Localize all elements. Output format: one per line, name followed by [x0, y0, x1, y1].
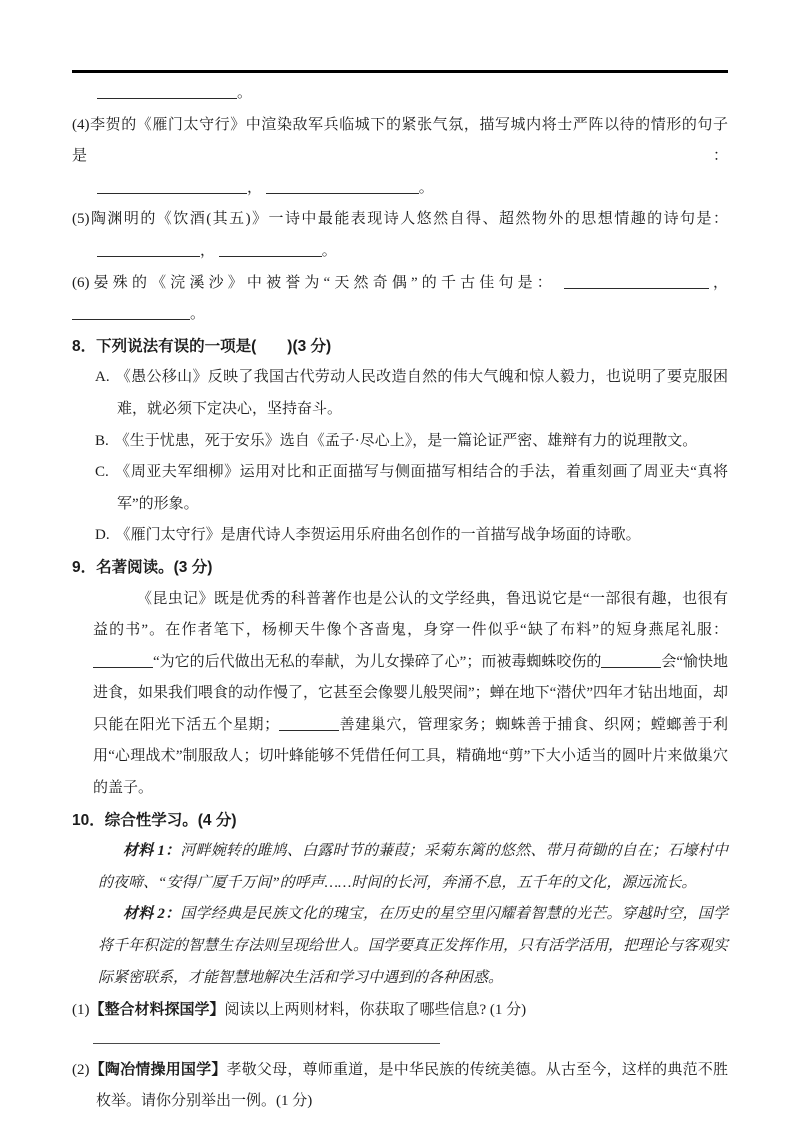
option-a-label: A.: [95, 369, 110, 386]
option-d-label: D.: [95, 527, 110, 544]
answer-blank: [564, 274, 709, 289]
option-b-label: B.: [95, 432, 109, 449]
material-2-text: 国学经典是民族文化的瑰宝，在历史的星空里闪耀着智慧的光芒。穿越时空，国学将千年积淀的智慧生存法则呈现给世人。国学要真正发挥作用，只有活学活用，把理论与客观实际紧密联系，才能智慧地解决生活和学习中遇到的各种困惑。: [98, 906, 729, 986]
answer-blank: [601, 653, 661, 668]
option-d-text: 《雁门太守行》是唐代诗人李贺运用乐府曲名创作的一首描写战争场面的诗歌。: [115, 527, 641, 544]
top-divider: [72, 70, 728, 73]
period-mark: 。: [237, 85, 253, 101]
material-1-text: 河畔婉转的雎鸠、白露时节的蒹葭；采菊东篱的悠然、带月荷锄的自在；石壕村中的夜啼、“安得广厦千万间”的呼声……时间的长河，奔涌不息，五千年的文化，源远流长。: [98, 843, 728, 891]
comma-mark: ，: [247, 179, 263, 196]
answer-line: [93, 1043, 440, 1044]
answer-blank: [97, 242, 200, 257]
answer-blank: [72, 305, 190, 320]
material-2-label: 材料 2：: [123, 906, 181, 923]
q9-segment-3: 会“愉快地进食，如果我们喂食的动作慢了，它甚至会像婴儿般哭闹”；蝉在地下“潜伏”四年才钻出地面，却只能在阳光下活五个星期；: [93, 653, 728, 733]
material-2-paragraph: [98, 899, 728, 994]
period-mark: 。: [418, 179, 434, 196]
answer-blank: [97, 84, 237, 99]
period-mark: 。: [190, 306, 206, 323]
answer-blank: [93, 653, 153, 668]
question-8-option-b: [95, 426, 728, 458]
exam-content: [72, 78, 728, 1122]
sub2-number: (2): [72, 1061, 90, 1078]
q9-segment-4: 善建巢穴，管理家务；蜘蛛善于捕食、织网；螳螂善于利用“心理战术”制服敌人；切叶蜂能够不凭借任何工具，精确地“剪”下大小适当的圆叶片来做巢穴的盖子。: [93, 716, 728, 797]
material-1-paragraph: [98, 836, 728, 899]
answer-blank: [279, 716, 339, 731]
sub1-number: (1): [72, 1002, 90, 1019]
answer-blank: [266, 179, 419, 194]
q9-segment-2: “为它的后代做出无私的奉献，为儿女操碎了心”；而被毒蜘蛛咬伤的: [153, 653, 602, 670]
comma-mark: ，: [708, 274, 729, 291]
answer-blank: [219, 242, 322, 257]
sub1-tag: 【整合材料探国学】: [89, 1001, 225, 1019]
answer-blank-row-q4: [97, 173, 728, 205]
question-6-row: [72, 268, 728, 331]
sub2-tag: 【陶冶情操用国学】: [89, 1060, 227, 1078]
option-a-text: 《愚公移山》反映了我国古代劳动人民改造自然的伟大气魄和惊人毅力，也说明了要克服困难，就必须下定决心，坚持奋斗。: [115, 369, 728, 417]
question-5-text: (5)陶渊明的《饮酒(其五)》一诗中最能表现诗人悠然自得、超然物外的思想情趣的诗句是：: [72, 211, 728, 228]
q9-segment-1: 《昆虫记》既是优秀的科普著作也是公认的文学经典，鲁迅说它是“一部很有趣，也很有益的书”。在作者笔下，杨柳天牛像个吝啬鬼，身穿一件似乎“缺了布料”的短身燕尾礼服：: [93, 590, 728, 639]
option-c-label: C.: [95, 464, 109, 481]
answer-blank: [97, 179, 247, 194]
question-8-heading: 8．下列说法有误的一项是( )(3 分): [72, 337, 332, 355]
question-9-paragraph: [93, 584, 728, 805]
question-10-heading: 10．综合性学习。(4 分): [72, 811, 237, 829]
question-10-sub2: [72, 1054, 728, 1118]
answer-blank-row-q3: [97, 78, 728, 110]
option-b-text: 《生于忧患，死于安乐》选自《孟子·尽心上》，是一篇论证严密、雄辩有力的说理散文。: [114, 432, 698, 449]
answer-blank-row-q5: [97, 236, 728, 268]
question-4-text: (4)李贺的《雁门太守行》中渲染敌军兵临城下的紧张气氛，描写城内将士严阵以待的情形的句子是：: [72, 116, 728, 165]
question-8-option-d: [95, 520, 728, 552]
question-8-option-a: [95, 362, 728, 425]
material-1-label: 材料 1：: [123, 843, 181, 860]
question-8-option-c: [95, 457, 728, 520]
period-mark: 。: [321, 242, 337, 259]
question-10-sub1: [72, 994, 728, 1027]
sub2-text: 孝敬父母，尊师重道，是中华民族的传统美德。从古至今，这样的典范不胜枚举。请你分别举出一例。(1 分): [96, 1061, 728, 1110]
question-6-text: (6)晏殊的《浣溪沙》中被誉为“天然奇偶”的千古佳句是：: [72, 274, 556, 291]
sub1-text: 阅读以上两则材料，你获取了哪些信息? (1 分): [224, 1002, 527, 1019]
comma-mark: ，: [200, 242, 216, 259]
option-c-text: 《周亚夫军细柳》运用对比和正面描写与侧面描写相结合的手法，着重刻画了周亚夫“真将军”的形象。: [114, 464, 728, 512]
question-9-heading: 9．名著阅读。(3 分): [72, 558, 213, 576]
